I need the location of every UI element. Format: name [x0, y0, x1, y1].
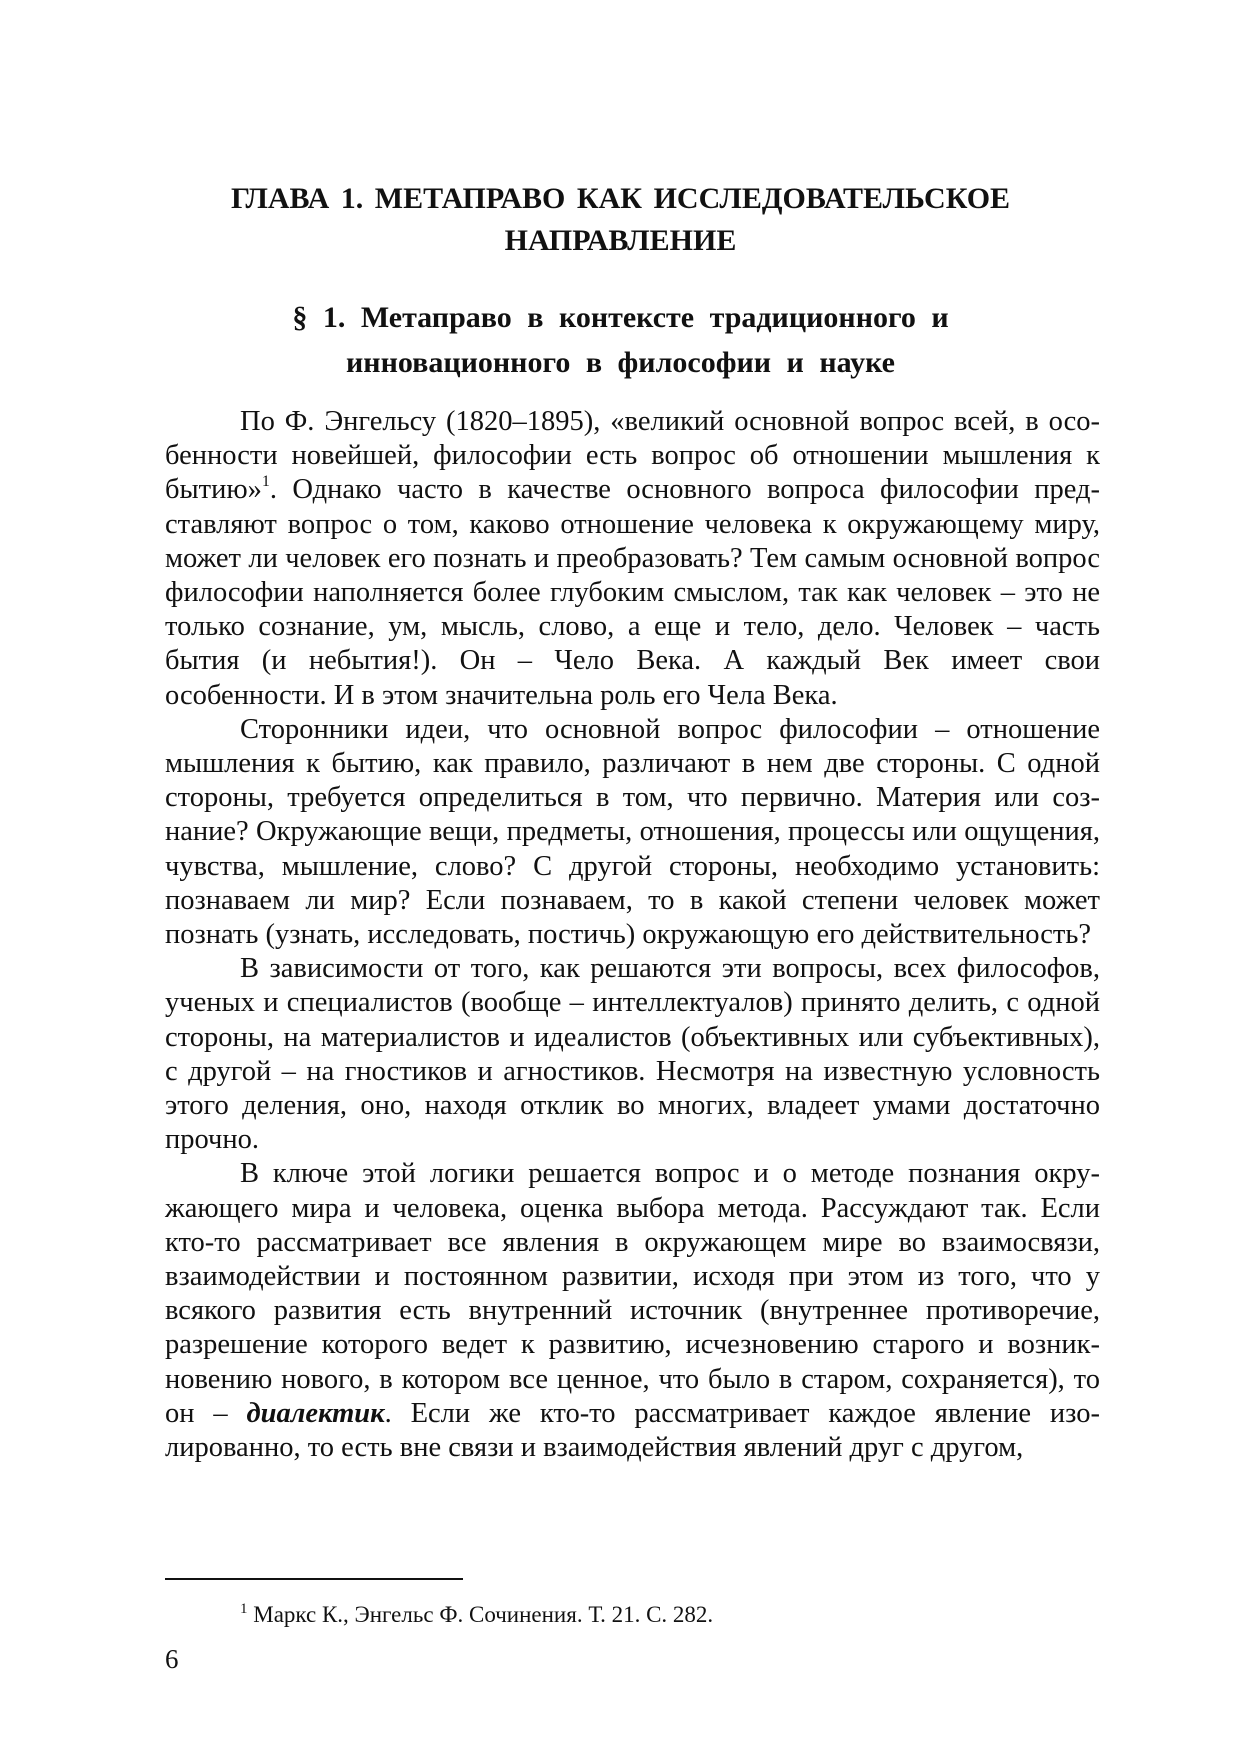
paragraph-1-text-a: По Ф. Энгельсу (1820–1895), «великий основной вопрос всей, в особенности новейшей, философии есть вопрос об отношении мышления к бытию»	[165, 406, 1100, 506]
page-number: 6	[165, 1644, 179, 1674]
footnote-divider	[165, 1578, 463, 1580]
paragraph-4-text-a: В ключе этой логики решается вопрос и о методе познания окружающего мира и человека, оценка выбора метода. Рассуждают так. Если кто-то рассматривает все явления в окружающем мире во взаимосвязи, взаимодействии и постоянном развитии, исходя при этом из того, что у всякого развития есть внутренний источник (внутреннее противоречие, разрешение которого ведет к развитию, исчезновению старого и возникновению нового, в котором все ценное, что было в старом, сохраняется), то он –	[165, 1158, 1100, 1429]
paragraph-4-text-b: . Если же кто-то рассматривает каждое явление изолированно, то есть вне связи и взаимодействия явлений друг с другом,	[165, 1397, 1100, 1464]
paragraph-1-text-b: . Однако часто в качестве основного вопроса философии представляют вопрос о том, каково отношение человека к окружающему миру, может ли человек его познать и преобразовать? Тем самым основной вопрос философии наполняется более глубоким смыслом, так как человек – это не только сознание, ум, мысль, слово, а еще и тело, дело. Человек – часть бытия (и небытия!). Он – Чело Века. А каждый Век имеет свои особенности. И в этом значительна роль его Чела Века.	[165, 474, 1100, 711]
chapter-title-line2: НАПРАВЛЕНИЕ	[504, 224, 737, 257]
footnote-number: 1	[240, 1601, 248, 1617]
section-title-line1: § 1. Метаправо в контексте традиционного и	[292, 301, 949, 334]
footnote-text: Маркс К., Энгельс Ф. Сочинения. Т. 21. С. 282.	[247, 1602, 714, 1627]
paragraph-4	[165, 1157, 1100, 1465]
footnote-reference: 1	[261, 473, 270, 491]
section-title-line2: инновационного в философии и науке	[346, 346, 895, 379]
chapter-title-line1: ГЛАВА 1. МЕТАПРАВО КАК ИССЛЕДОВАТЕЛЬСКОЕ	[230, 182, 1011, 215]
emphasized-term: диалектик	[246, 1397, 385, 1429]
section-title	[200, 295, 1041, 385]
paragraph-1	[165, 405, 1100, 713]
body-text	[165, 405, 1100, 1465]
footnote	[240, 1600, 1100, 1630]
paragraph-3: В зависимости от того, как решаются эти вопросы, всех философов, ученых и специалистов (вообще – интеллектуалов) принято делить, с одной стороны, на материалистов и идеалистов (объективных или субъективных), с другой – на гностиков и агностиков. Несмотря на известную условность этого деления, оно, находя отклик во многих, владеет умами достаточно прочно.	[165, 953, 1100, 1156]
chapter-title	[160, 178, 1081, 262]
paragraph-2: Сторонники идеи, что основной вопрос философии – отношение мышления к бытию, как правило, различают в нем две стороны. С одной стороны, требуется определиться в том, что первично. Материя или сознание? Окружающие вещи, предметы, отношения, процессы или ощущения, чувства, мышление, слово? С другой стороны, необходимо установить: познаваем ли мир? Если познаваем, то в какой степени человек может познать (узнать, исследовать, постичь) окружающую его действительность?	[165, 713, 1100, 951]
